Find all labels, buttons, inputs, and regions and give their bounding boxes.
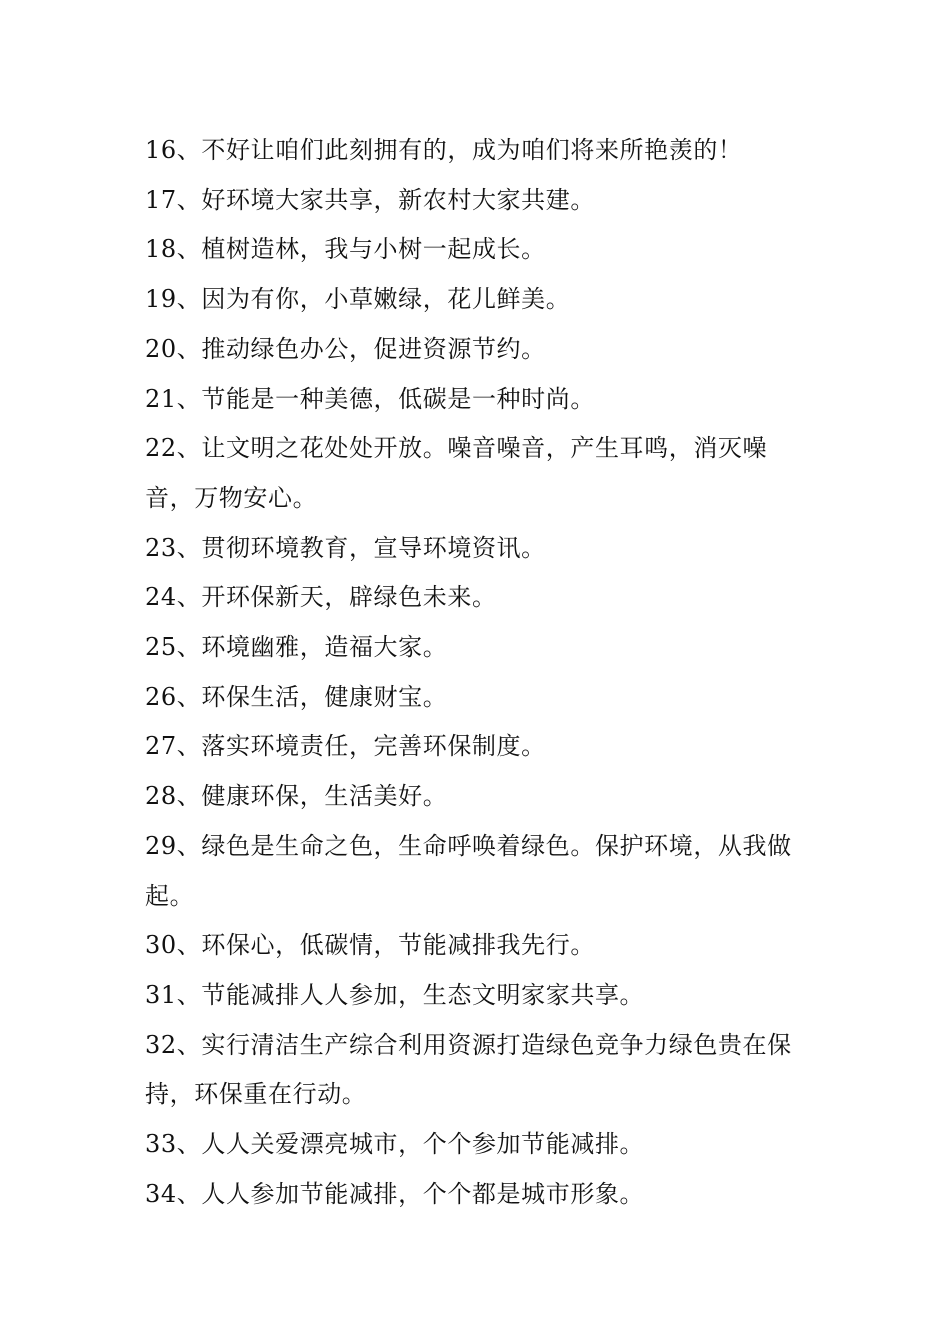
- paragraph-28: 28、健康环保，生活美好。: [145, 782, 448, 811]
- paragraph-25: 25、环境幽雅，造福大家。: [145, 633, 448, 662]
- paragraph-34: 34、人人参加节能减排，个个都是城市形象。: [145, 1179, 645, 1208]
- paragraph-21: 21、节能是一种美德，低碳是一种时尚。: [145, 384, 595, 413]
- paragraph-31: 31、节能减排人人参加，生态文明家家共享。: [145, 980, 645, 1009]
- paragraph-24: 24、开环保新天，辟绿色未来。: [145, 583, 497, 612]
- paragraph-33: 33、人人关爱漂亮城市，个个参加节能减排。: [145, 1130, 645, 1159]
- paragraph-16: 16、不好让咱们此刻拥有的，成为咱们将来所艳羡的！: [145, 136, 743, 164]
- document-body: [145, 126, 810, 1219]
- paragraph-18: 18、植树造林，我与小树一起成长。: [145, 235, 546, 264]
- paragraph-29: 29、绿色是生命之色，生命呼唤着绿色。保护环境，从我做起。: [145, 831, 792, 910]
- paragraph-27: 27、落实环境责任，完善环保制度。: [145, 732, 546, 761]
- paragraph-23: 23、贯彻环境教育，宣导环境资讯。: [145, 533, 546, 562]
- paragraph-30: 30、环保心，低碳情，节能减排我先行。: [145, 931, 595, 960]
- paragraph-19: 19、因为有你，小草嫩绿，花儿鲜美。: [145, 285, 571, 314]
- paragraph-32: 32、实行清洁生产综合利用资源打造绿色竞争力绿色贵在保持，环保重在行动。: [145, 1030, 792, 1109]
- paragraph-17: 17、好环境大家共享，新农村大家共建。: [145, 185, 595, 214]
- paragraph-22: 22、让文明之花处处开放。噪音噪音，产生耳鸣，消灭噪音，万物安心。: [145, 434, 768, 512]
- paragraph-26: 26、环保生活，健康财宝。: [145, 682, 448, 711]
- paragraph-20: 20、推动绿色办公，促进资源节约。: [145, 334, 546, 363]
